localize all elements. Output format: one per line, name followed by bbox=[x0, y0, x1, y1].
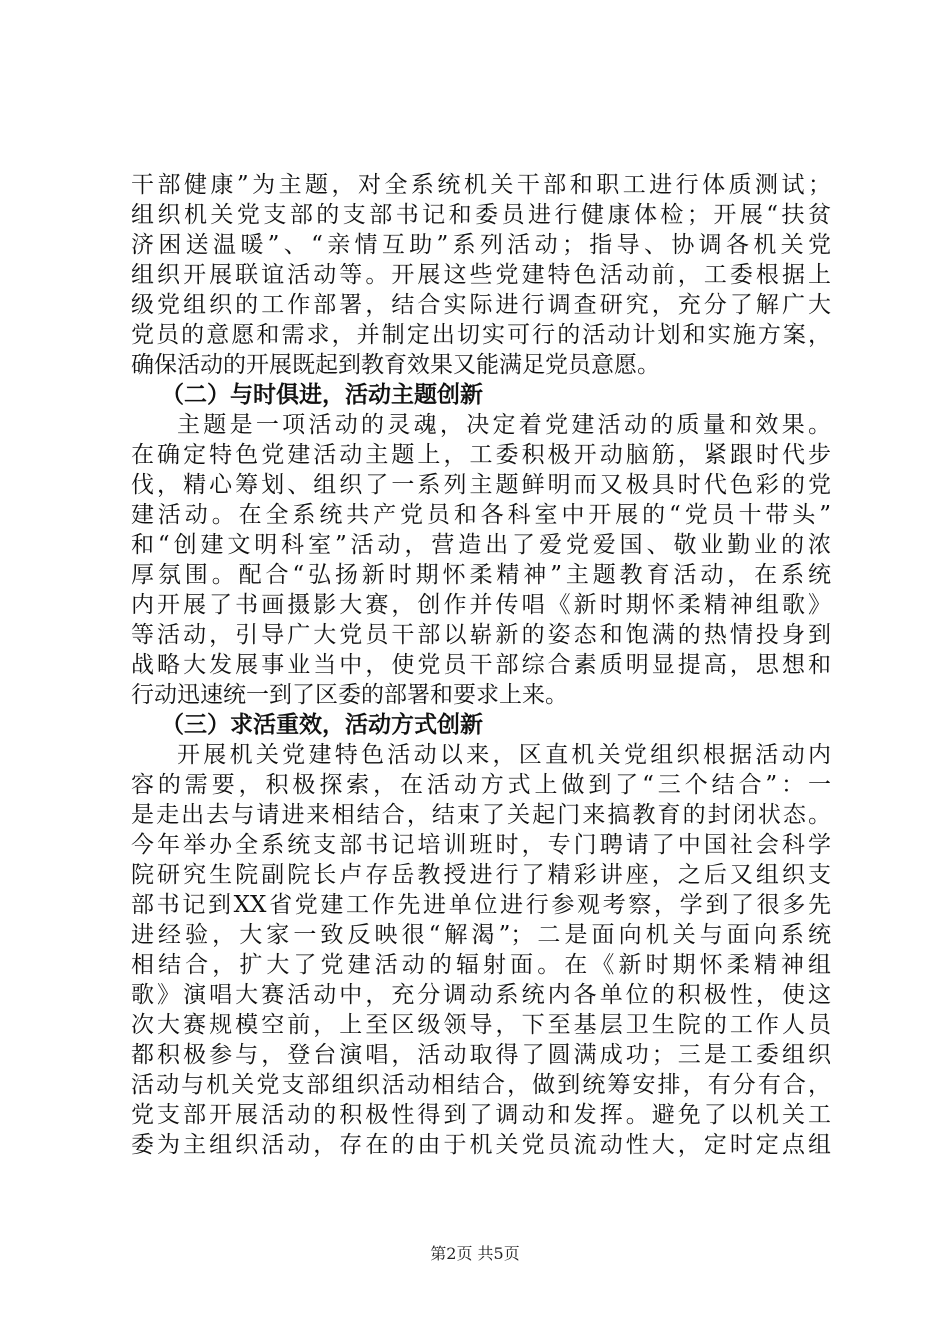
paragraph-line: 组织开展联谊活动等。开展这些党建特色活动前，工委根据上 bbox=[131, 262, 831, 288]
paragraph-line: 在确定特色党建活动主题上，工委积极开动脑筋，紧跟时代步 bbox=[131, 442, 831, 468]
paragraph-line: 歌》演唱大赛活动中，充分调动系统内各单位的积极性，使这 bbox=[131, 982, 831, 1008]
section-heading: （二）与时俱进，活动主题创新 bbox=[161, 382, 483, 408]
paragraph-line: 活动与机关党支部组织活动相结合，做到统筹安排，有分有合， bbox=[131, 1072, 831, 1098]
paragraph-line: 济困送温暖”、“亲情互助”系列活动；指导、协调各机关党 bbox=[131, 232, 831, 258]
paragraph-line: 等活动，引导广大党员干部以崭新的姿态和饱满的热情投身到 bbox=[131, 622, 831, 648]
paragraph-line: 部书记到XX省党建工作先进单位进行参观考察，学到了很多先 bbox=[131, 892, 831, 918]
paragraph-line: 主题是一项活动的灵魂，决定着党建活动的质量和效果。 bbox=[177, 412, 831, 438]
paragraph-line: 战略大发展事业当中，使党员干部综合素质明显提高，思想和 bbox=[131, 652, 831, 678]
paragraph-line: 次大赛规模空前，上至区级领导，下至基层卫生院的工作人员 bbox=[131, 1012, 831, 1038]
paragraph-line: 进经验，大家一致反映很“解渴”；二是面向机关与面向系统 bbox=[131, 922, 831, 948]
document-body bbox=[131, 170, 831, 1160]
paragraph-line: 内开展了书画摄影大赛，创作并传唱《新时期怀柔精神组歌》 bbox=[131, 592, 831, 618]
paragraph-line: 行动迅速统一到了区委的部署和要求上来。 bbox=[131, 682, 568, 708]
paragraph-line: 组织机关党支部的支部书记和委员进行健康体检；开展“扶贫 bbox=[131, 202, 831, 228]
paragraph-line: 委为主组织活动，存在的由于机关党员流动性大，定时定点组 bbox=[131, 1132, 831, 1158]
paragraph-line: 确保活动的开展既起到教育效果又能满足党员意愿。 bbox=[131, 352, 660, 378]
paragraph-line: 相结合，扩大了党建活动的辐射面。在《新时期怀柔精神组 bbox=[131, 952, 831, 978]
paragraph-line: 党支部开展活动的积极性得到了调动和发挥。避免了以机关工 bbox=[131, 1102, 831, 1128]
paragraph-line: 级党组织的工作部署，结合实际进行调查研究，充分了解广大 bbox=[131, 292, 831, 318]
page-number-footer: 第2页 共5页 bbox=[430, 1244, 520, 1263]
paragraph-line: 伐，精心筹划、组织了一系列主题鲜明而又极具时代色彩的党 bbox=[131, 472, 831, 498]
paragraph-line: 院研究生院副院长卢存岳教授进行了精彩讲座，之后又组织支 bbox=[131, 862, 831, 888]
paragraph-line: 和“创建文明科室”活动，营造出了爱党爱国、敬业勤业的浓 bbox=[131, 532, 831, 558]
paragraph-line: 党员的意愿和需求，并制定出切实可行的活动计划和实施方案， bbox=[131, 322, 831, 348]
paragraph-line: 开展机关党建特色活动以来，区直机关党组织根据活动内 bbox=[177, 742, 831, 768]
paragraph-line: 建活动。在全系统共产党员和各科室中开展的“党员十带头” bbox=[131, 502, 831, 528]
paragraph-line: 是走出去与请进来相结合，结束了关起门来搞教育的封闭状态。 bbox=[131, 802, 831, 828]
paragraph-line: 今年举办全系统支部书记培训班时，专门聘请了中国社会科学 bbox=[131, 832, 831, 858]
paragraph-line: 都积极参与，登台演唱，活动取得了圆满成功；三是工委组织 bbox=[131, 1042, 831, 1068]
paragraph-line: 厚氛围。配合“弘扬新时期怀柔精神”主题教育活动，在系统 bbox=[131, 562, 831, 588]
section-heading: （三）求活重效，活动方式创新 bbox=[161, 712, 483, 738]
paragraph-line: 容的需要，积极探索，在活动方式上做到了“三个结合”：一 bbox=[131, 772, 831, 798]
paragraph-line: 干部健康”为主题，对全系统机关干部和职工进行体质测试； bbox=[131, 172, 831, 198]
